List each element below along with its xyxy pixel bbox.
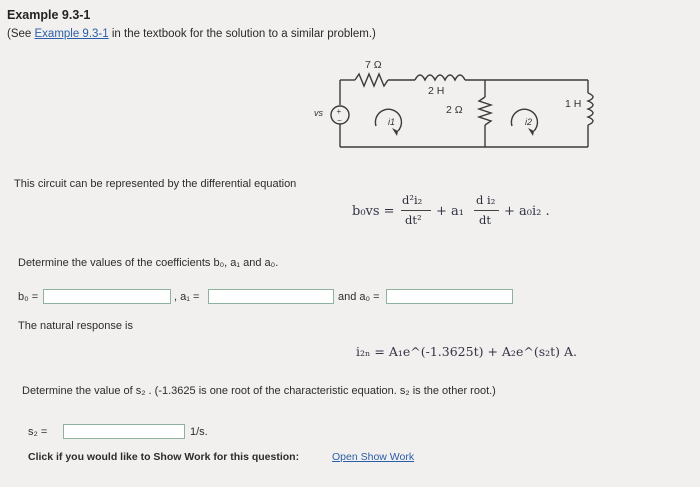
s2-input[interactable] [63, 424, 185, 439]
inductor-right-label: 1 H [565, 98, 582, 110]
diff-eq-term2-num: d i₂ [476, 193, 496, 207]
subtitle-suffix: in the textbook for the solution to a similar problem.) [108, 28, 376, 40]
source-minus-sign: − [337, 116, 342, 125]
fraction-bar-2 [474, 210, 499, 211]
inductor-top-label: 2 H [428, 85, 445, 97]
diff-eq-lhs: b₀vs = [352, 204, 395, 219]
natural-response-label: The natural response is [18, 320, 133, 332]
a1-label: , a₁ = [174, 291, 200, 303]
b0-input[interactable] [43, 289, 171, 304]
b0-label: b₀ = [18, 291, 39, 303]
a0-input[interactable] [386, 289, 513, 304]
diff-eq-tail: + a₀i₂ . [504, 204, 550, 219]
source-label: vs [314, 108, 323, 118]
open-show-work-link[interactable]: Open Show Work [332, 451, 415, 463]
diff-eq-term2-den: dt [479, 213, 491, 227]
circuit-diagram [300, 50, 620, 175]
s2-label: s₂ = [28, 426, 48, 438]
s2-prompt: Determine the value of s₂ . (-1.3625 is one root of the characteristic equation. s₂ is the other root.) [22, 385, 496, 397]
subtitle [7, 28, 376, 40]
s2-unit: 1/s. [190, 426, 208, 438]
diff-eq-plus1: + a₁ [436, 204, 464, 219]
natural-response-equation: i₂ₙ = A₁e^(-1.3625t) + A₂e^(s₂t) A. [356, 344, 577, 359]
a1-input[interactable] [208, 289, 334, 304]
a0-label: and a₀ = [338, 291, 380, 303]
coef-prompt: Determine the values of the coefficients b₀, a₁ and a₀. [18, 257, 279, 269]
page-title: Example 9.3-1 [7, 8, 91, 22]
loop1-current-label: i1 [388, 117, 396, 127]
resistor-top-label: 7 Ω [365, 59, 382, 71]
intro-text: This circuit can be represented by the differential equation [14, 178, 297, 190]
source-plus-sign: + [336, 107, 342, 116]
diff-eq-term1-den: dt² [405, 213, 422, 227]
example-link[interactable]: Example 9.3-1 [34, 28, 109, 40]
diff-eq-term1-num: d²i₂ [402, 193, 423, 207]
fraction-bar-1 [401, 210, 431, 211]
loop2-current-label: i2 [525, 117, 533, 127]
show-work-prompt: Click if you would like to Show Work for this question: [28, 451, 300, 463]
subtitle-prefix: (See [7, 28, 35, 40]
resistor-mid-label: 2 Ω [446, 104, 463, 116]
